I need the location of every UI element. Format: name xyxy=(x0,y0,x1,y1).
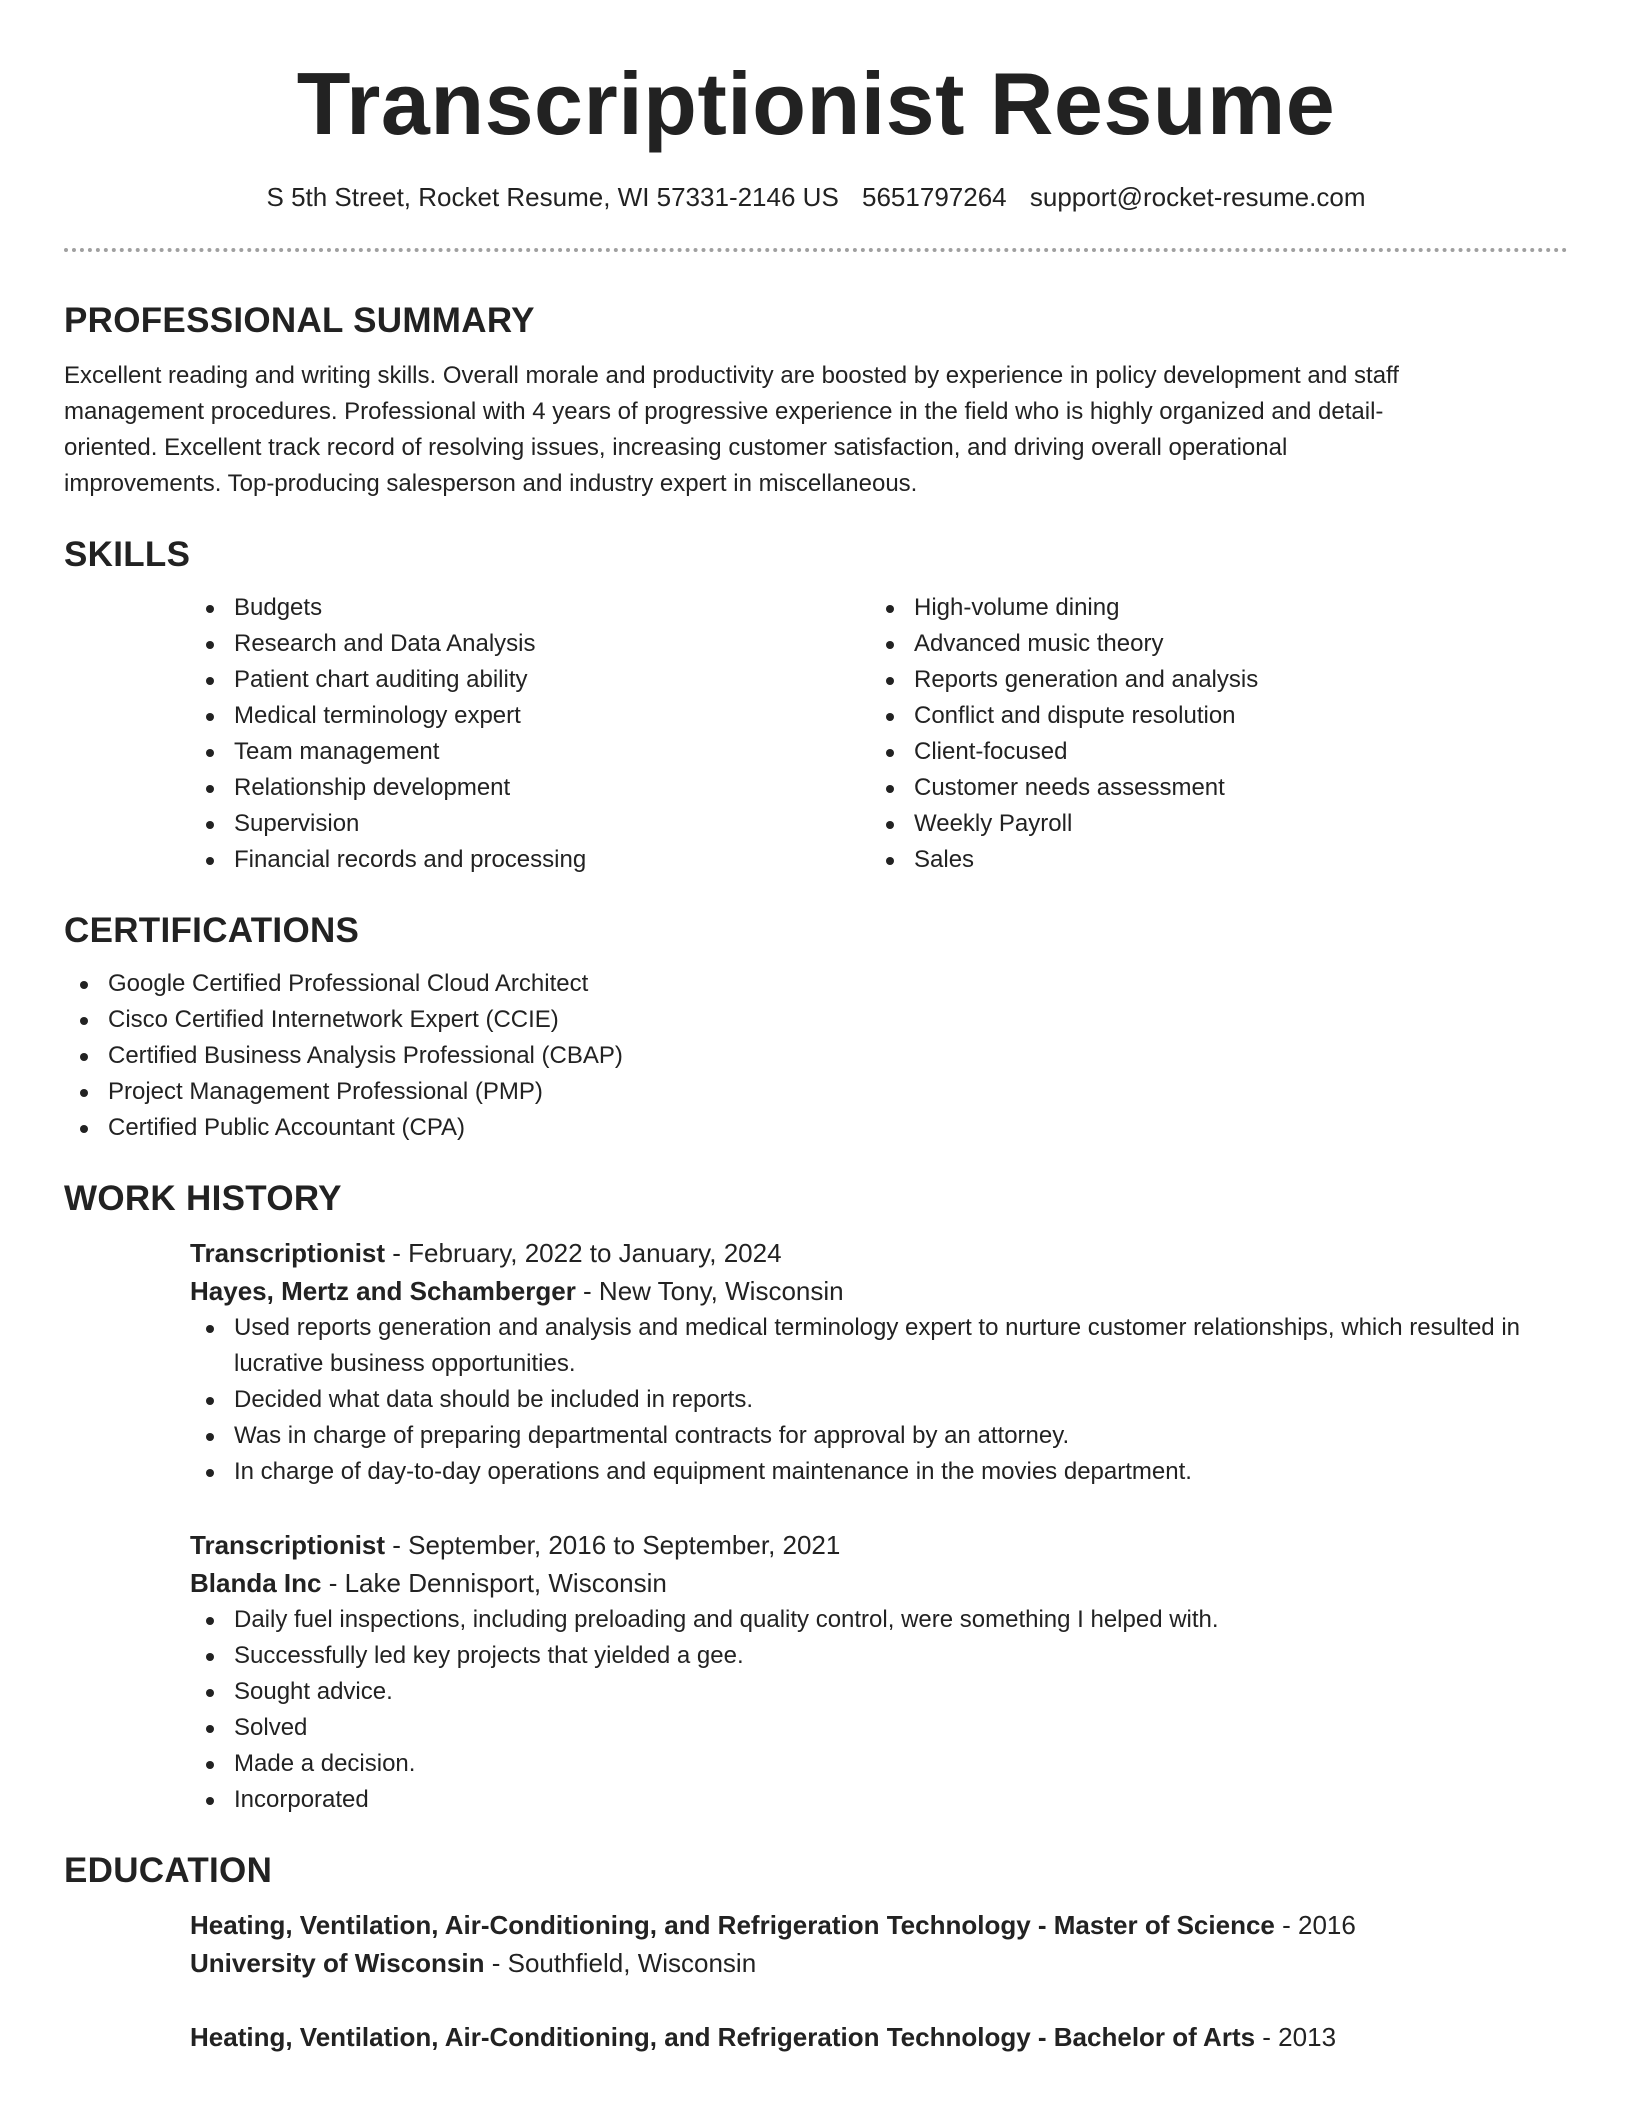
email-link[interactable]: support@rocket-resume.com xyxy=(1029,182,1366,212)
resume-content xyxy=(64,296,1568,2056)
job-title-line xyxy=(190,1526,1568,1564)
skill-item: High-volume dining xyxy=(870,590,1550,626)
degree-name: Heating, Ventilation, Air-Conditioning, and Refrigeration Technology - Bachelor of Arts xyxy=(190,2022,1256,2052)
job-duty: Was in charge of preparing departmental contracts for approval by an attorney. xyxy=(190,1418,1568,1454)
degree-name: Heating, Ventilation, Air-Conditioning, and Refrigeration Technology - Master of Science xyxy=(190,1910,1275,1940)
certification-item: Certified Public Accountant (CPA) xyxy=(64,1110,1442,1146)
job-duty: Made a decision. xyxy=(190,1746,1568,1782)
job-duty: Decided what data should be included in reports. xyxy=(190,1382,1568,1418)
skill-item: Medical terminology expert xyxy=(190,698,870,734)
skill-item: Relationship development xyxy=(190,770,870,806)
job-duties-list xyxy=(190,1602,1568,1818)
skills-heading: SKILLS xyxy=(64,535,191,574)
job-duty: Incorporated xyxy=(190,1782,1568,1818)
job-entry xyxy=(190,1234,1568,1490)
skill-item: Customer needs assessment xyxy=(870,770,1550,806)
education-entry xyxy=(190,1906,1568,1982)
header-divider xyxy=(64,248,1568,252)
skills-grid xyxy=(190,590,1568,878)
school-name: University of Wisconsin xyxy=(190,1948,485,1978)
skill-item: Reports generation and analysis xyxy=(870,662,1550,698)
work-history-heading: WORK HISTORY xyxy=(64,1179,342,1218)
job-company-line xyxy=(190,1272,1568,1310)
skill-item: Conflict and dispute resolution xyxy=(870,698,1550,734)
job-duty: Successfully led key projects that yielded a gee. xyxy=(190,1638,1568,1674)
certification-item: Project Management Professional (PMP) xyxy=(64,1074,1442,1110)
job-entry xyxy=(190,1526,1568,1818)
skills-section xyxy=(64,530,1568,878)
skills-list-right xyxy=(870,590,1550,878)
certification-item: Google Certified Professional Cloud Architect xyxy=(64,966,1442,1002)
skill-item: Budgets xyxy=(190,590,870,626)
phone-text: 5651797264 xyxy=(862,182,1007,212)
education-heading: EDUCATION xyxy=(64,1851,273,1890)
skill-item: Sales xyxy=(870,842,1550,878)
education-entry xyxy=(190,2018,1568,2056)
degree-year: - 2013 xyxy=(1255,2022,1337,2052)
job-duties-list xyxy=(190,1310,1568,1490)
resume-title: Transcriptionist Resume xyxy=(296,54,1336,153)
job-duty: Sought advice. xyxy=(190,1674,1568,1710)
job-company-line xyxy=(190,1564,1568,1602)
degree-year: - 2016 xyxy=(1274,1910,1356,1940)
job-role: Transcriptionist xyxy=(190,1530,386,1560)
job-location: - Lake Dennisport, Wisconsin xyxy=(321,1568,667,1598)
skill-item: Financial records and processing xyxy=(190,842,870,878)
certifications-list xyxy=(64,966,1442,1146)
skill-item: Weekly Payroll xyxy=(870,806,1550,842)
summary-heading: PROFESSIONAL SUMMARY xyxy=(64,301,535,340)
skill-item: Client-focused xyxy=(870,734,1550,770)
job-duty: Solved xyxy=(190,1710,1568,1746)
certification-item: Cisco Certified Internetwork Expert (CCIE) xyxy=(64,1002,1442,1038)
school-line xyxy=(190,1944,1568,1982)
skills-list-left xyxy=(190,590,870,878)
job-dates: - February, 2022 to January, 2024 xyxy=(385,1238,782,1268)
job-role: Transcriptionist xyxy=(190,1238,386,1268)
degree-line xyxy=(190,2018,1568,2056)
resume-page xyxy=(64,0,1568,2052)
summary-section xyxy=(64,296,1568,502)
job-duty: Used reports generation and analysis and medical terminology expert to nurture customer relationships, which resulted in lucrative business opportunities. xyxy=(190,1310,1568,1382)
degree-line xyxy=(190,1906,1568,1944)
address-text: S 5th Street, Rocket Resume, WI 57331-2146 US xyxy=(266,182,839,212)
certification-item: Certified Business Analysis Professional (CBAP) xyxy=(64,1038,1442,1074)
job-location: - New Tony, Wisconsin xyxy=(575,1276,844,1306)
job-dates: - September, 2016 to September, 2021 xyxy=(385,1530,841,1560)
certifications-section xyxy=(64,906,1568,1146)
certifications-heading: CERTIFICATIONS xyxy=(64,911,360,950)
skill-item: Advanced music theory xyxy=(870,626,1550,662)
work-history-section xyxy=(64,1174,1568,1818)
contact-line xyxy=(64,180,1568,214)
skill-item: Supervision xyxy=(190,806,870,842)
education-section xyxy=(64,1846,1568,2056)
skill-item: Team management xyxy=(190,734,870,770)
school-location: - Southfield, Wisconsin xyxy=(484,1948,757,1978)
job-title-line xyxy=(190,1234,1568,1272)
job-company: Blanda Inc xyxy=(190,1568,322,1598)
skill-item: Research and Data Analysis xyxy=(190,626,870,662)
job-company: Hayes, Mertz and Schamberger xyxy=(190,1276,576,1306)
job-duty: In charge of day-to-day operations and equipment maintenance in the movies department. xyxy=(190,1454,1568,1490)
skill-item: Patient chart auditing ability xyxy=(190,662,870,698)
job-duty: Daily fuel inspections, including preloading and quality control, were something I helped with. xyxy=(190,1602,1568,1638)
summary-text: Excellent reading and writing skills. Overall morale and productivity are boosted by experience in policy development and staff management procedures. Professional with 4 years of progressive experience in the field who is highly organized and detail-oriented. Excellent track record of resolving issues, increasing customer satisfaction, and driving overall operational improvements. Top-producing salesperson and industry expert in miscellaneous. xyxy=(64,362,1399,497)
